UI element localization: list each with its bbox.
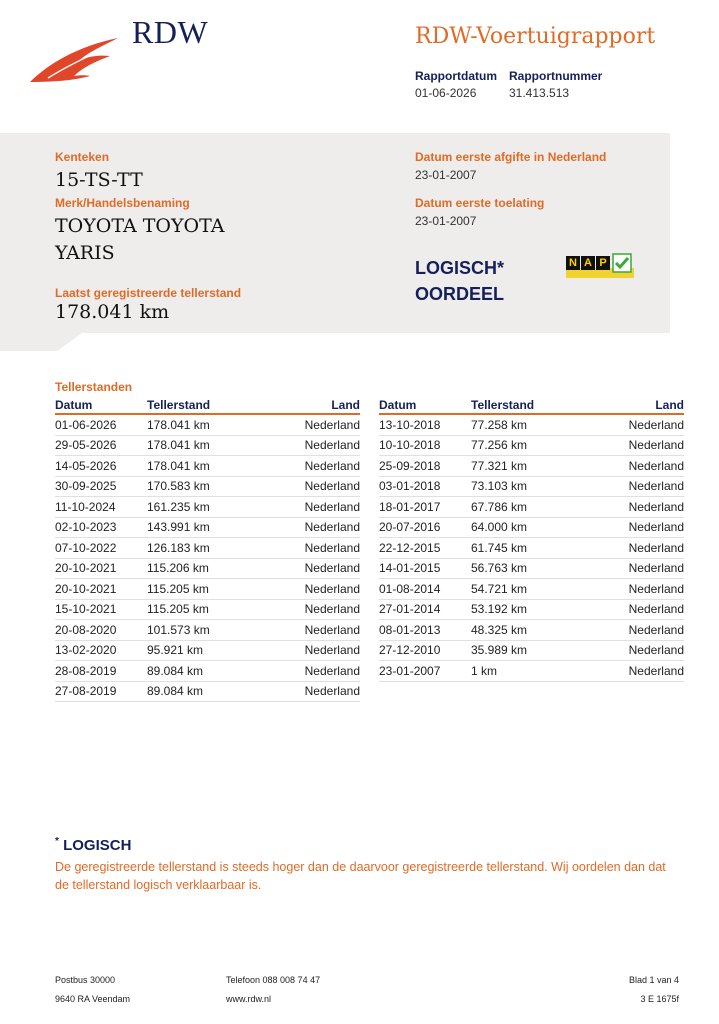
footer-web-link[interactable]: www.rdw.nl: [226, 994, 272, 1004]
cell-date: 11-10-2024: [55, 497, 147, 518]
cell-country: Nederland: [561, 558, 684, 579]
table-header-row: [55, 397, 360, 414]
footer-address1: Postbus 30000: [55, 975, 116, 985]
first-admission-label: Datum eerste toelating: [415, 196, 545, 210]
table-row: [55, 414, 360, 435]
table-row: [55, 661, 360, 682]
rdw-logo-icon: [28, 34, 120, 84]
report-title: RDW-Voertuigrapport: [415, 24, 656, 49]
cell-reading: 143.991 km: [147, 517, 237, 538]
first-admission-value: 23-01-2007: [415, 214, 477, 228]
header-country: Land: [561, 397, 684, 414]
cell-country: Nederland: [237, 476, 360, 497]
table-row: [55, 517, 360, 538]
brand-value-line2: YARIS: [55, 242, 115, 264]
table-header-row: [379, 397, 684, 414]
table-row: [379, 599, 684, 620]
footer-code: 3 E 1675f: [640, 994, 679, 1004]
cell-country: Nederland: [561, 497, 684, 518]
table-row: [55, 681, 360, 702]
cell-reading: 101.573 km: [147, 620, 237, 641]
judgement-line2: OORDEEL: [415, 284, 505, 304]
explanation-text: De geregistreerde tellerstand is steeds hoger dan de daarvoor geregistreerde tellerstand. Wij oordelen dan dat de tellerstand logisch verklaarbaar is.: [55, 860, 666, 892]
first-nl-value: 23-01-2007: [415, 168, 477, 182]
report-number: 31.413.513: [509, 86, 570, 100]
cell-date: 27-01-2014: [379, 599, 471, 620]
cell-date: 30-09-2025: [55, 476, 147, 497]
cell-country: Nederland: [561, 414, 684, 435]
table-row: [55, 538, 360, 559]
cell-country: Nederland: [561, 620, 684, 641]
checkmark-icon: [612, 253, 632, 273]
explanation-heading: LOGISCH: [63, 837, 132, 854]
cell-country: Nederland: [237, 558, 360, 579]
cell-country: Nederland: [237, 456, 360, 477]
cell-date: 28-08-2019: [55, 661, 147, 682]
plate-label: Kenteken: [55, 150, 110, 164]
cell-country: Nederland: [561, 517, 684, 538]
nap-logo: [566, 253, 632, 273]
cell-reading: 115.206 km: [147, 558, 237, 579]
cell-reading: 89.084 km: [147, 661, 237, 682]
nap-letter-n: N: [566, 256, 580, 270]
table-row: [55, 558, 360, 579]
odometer-table-right: [379, 397, 684, 682]
table-row: [379, 558, 684, 579]
cell-reading: 89.084 km: [147, 681, 237, 702]
cell-country: Nederland: [561, 579, 684, 600]
report-date-label: Rapportdatum: [415, 69, 497, 83]
cell-date: 14-01-2015: [379, 558, 471, 579]
table-row: [55, 435, 360, 456]
vehicle-panel-tab: [0, 333, 82, 351]
cell-reading: 77.258 km: [471, 414, 561, 435]
cell-country: Nederland: [237, 517, 360, 538]
header-reading: Tellerstand: [471, 397, 561, 414]
header-date: Datum: [379, 397, 471, 414]
brand-value-line1: TOYOTA TOYOTA: [55, 215, 225, 237]
cell-reading: 95.921 km: [147, 640, 237, 661]
cell-reading: 56.763 km: [471, 558, 561, 579]
cell-country: Nederland: [561, 640, 684, 661]
table-row: [55, 497, 360, 518]
cell-country: Nederland: [237, 497, 360, 518]
table-row: [379, 435, 684, 456]
cell-date: 22-12-2015: [379, 538, 471, 559]
cell-reading: 35.989 km: [471, 640, 561, 661]
cell-country: Nederland: [237, 579, 360, 600]
odometer-section-title: Tellerstanden: [55, 380, 133, 394]
cell-reading: 178.041 km: [147, 435, 237, 456]
cell-reading: 53.192 km: [471, 599, 561, 620]
table-row: [379, 579, 684, 600]
cell-reading: 1 km: [471, 661, 561, 682]
cell-date: 15-10-2021: [55, 599, 147, 620]
cell-date: 20-10-2021: [55, 558, 147, 579]
cell-country: Nederland: [561, 599, 684, 620]
cell-date: 20-10-2021: [55, 579, 147, 600]
cell-country: Nederland: [561, 435, 684, 456]
table-row: [379, 414, 684, 435]
cell-reading: 115.205 km: [147, 579, 237, 600]
cell-country: Nederland: [561, 456, 684, 477]
footer-page: Blad 1 van 4: [628, 975, 679, 985]
table-row: [55, 476, 360, 497]
explanation-title: [55, 836, 131, 854]
cell-country: Nederland: [237, 681, 360, 702]
table-row: [379, 620, 684, 641]
cell-reading: 48.325 km: [471, 620, 561, 641]
cell-country: Nederland: [237, 661, 360, 682]
logo-text: RDW: [132, 14, 209, 50]
cell-reading: 126.183 km: [147, 538, 237, 559]
cell-date: 10-10-2018: [379, 435, 471, 456]
cell-country: Nederland: [561, 661, 684, 682]
cell-country: Nederland: [237, 620, 360, 641]
footer-address2: 9640 RA Veendam: [55, 994, 131, 1004]
cell-date: 13-10-2018: [379, 414, 471, 435]
cell-country: Nederland: [237, 435, 360, 456]
cell-reading: 73.103 km: [471, 476, 561, 497]
cell-country: Nederland: [237, 599, 360, 620]
cell-country: Nederland: [237, 414, 360, 435]
cell-country: Nederland: [561, 476, 684, 497]
table-row: [379, 456, 684, 477]
last-odometer-label: Laatst geregistreerde tellerstand: [55, 286, 242, 300]
odometer-table-left: [55, 397, 360, 702]
cell-reading: 77.256 km: [471, 435, 561, 456]
footer-phone: Telefoon 088 008 74 47: [226, 975, 321, 985]
asterisk: *: [55, 836, 59, 847]
last-odometer-value: 178.041 km: [55, 301, 170, 323]
cell-date: 14-05-2026: [55, 456, 147, 477]
cell-country: Nederland: [237, 640, 360, 661]
header-country: Land: [237, 397, 360, 414]
cell-reading: 115.205 km: [147, 599, 237, 620]
table-row: [55, 456, 360, 477]
cell-date: 01-08-2014: [379, 579, 471, 600]
cell-date: 03-01-2018: [379, 476, 471, 497]
cell-date: 20-07-2016: [379, 517, 471, 538]
cell-date: 18-01-2017: [379, 497, 471, 518]
judgement-line1: LOGISCH*: [415, 258, 505, 278]
cell-country: Nederland: [561, 538, 684, 559]
cell-date: 27-12-2010: [379, 640, 471, 661]
cell-reading: 67.786 km: [471, 497, 561, 518]
cell-date: 29-05-2026: [55, 435, 147, 456]
cell-date: 08-01-2013: [379, 620, 471, 641]
nap-letter-p: P: [596, 256, 610, 270]
cell-reading: 161.235 km: [147, 497, 237, 518]
cell-reading: 54.721 km: [471, 579, 561, 600]
table-row: [55, 620, 360, 641]
brand-label: Merk/Handelsbenaming: [55, 196, 190, 210]
cell-date: 07-10-2022: [55, 538, 147, 559]
table-row: [379, 538, 684, 559]
cell-date: 02-10-2023: [55, 517, 147, 538]
table-row: [379, 517, 684, 538]
report-number-label: Rapportnummer: [509, 69, 603, 83]
cell-date: 13-02-2020: [55, 640, 147, 661]
cell-date: 20-08-2020: [55, 620, 147, 641]
header-reading: Tellerstand: [147, 397, 237, 414]
table-row: [55, 599, 360, 620]
table-row: [379, 661, 684, 682]
cell-reading: 77.321 km: [471, 456, 561, 477]
cell-date: 25-09-2018: [379, 456, 471, 477]
table-row: [55, 579, 360, 600]
cell-reading: 64.000 km: [471, 517, 561, 538]
cell-reading: 61.745 km: [471, 538, 561, 559]
table-row: [55, 640, 360, 661]
plate-value: 15-TS-TT: [55, 169, 143, 191]
table-row: [379, 497, 684, 518]
report-date: 01-06-2026: [415, 86, 477, 100]
nap-letter-a: A: [581, 256, 595, 270]
header-date: Datum: [55, 397, 147, 414]
cell-reading: 178.041 km: [147, 456, 237, 477]
cell-country: Nederland: [237, 538, 360, 559]
cell-date: 27-08-2019: [55, 681, 147, 702]
table-row: [379, 476, 684, 497]
table-row: [379, 640, 684, 661]
cell-reading: 178.041 km: [147, 414, 237, 435]
first-nl-label: Datum eerste afgifte in Nederland: [415, 150, 607, 164]
cell-date: 01-06-2026: [55, 414, 147, 435]
cell-reading: 170.583 km: [147, 476, 237, 497]
cell-date: 23-01-2007: [379, 661, 471, 682]
